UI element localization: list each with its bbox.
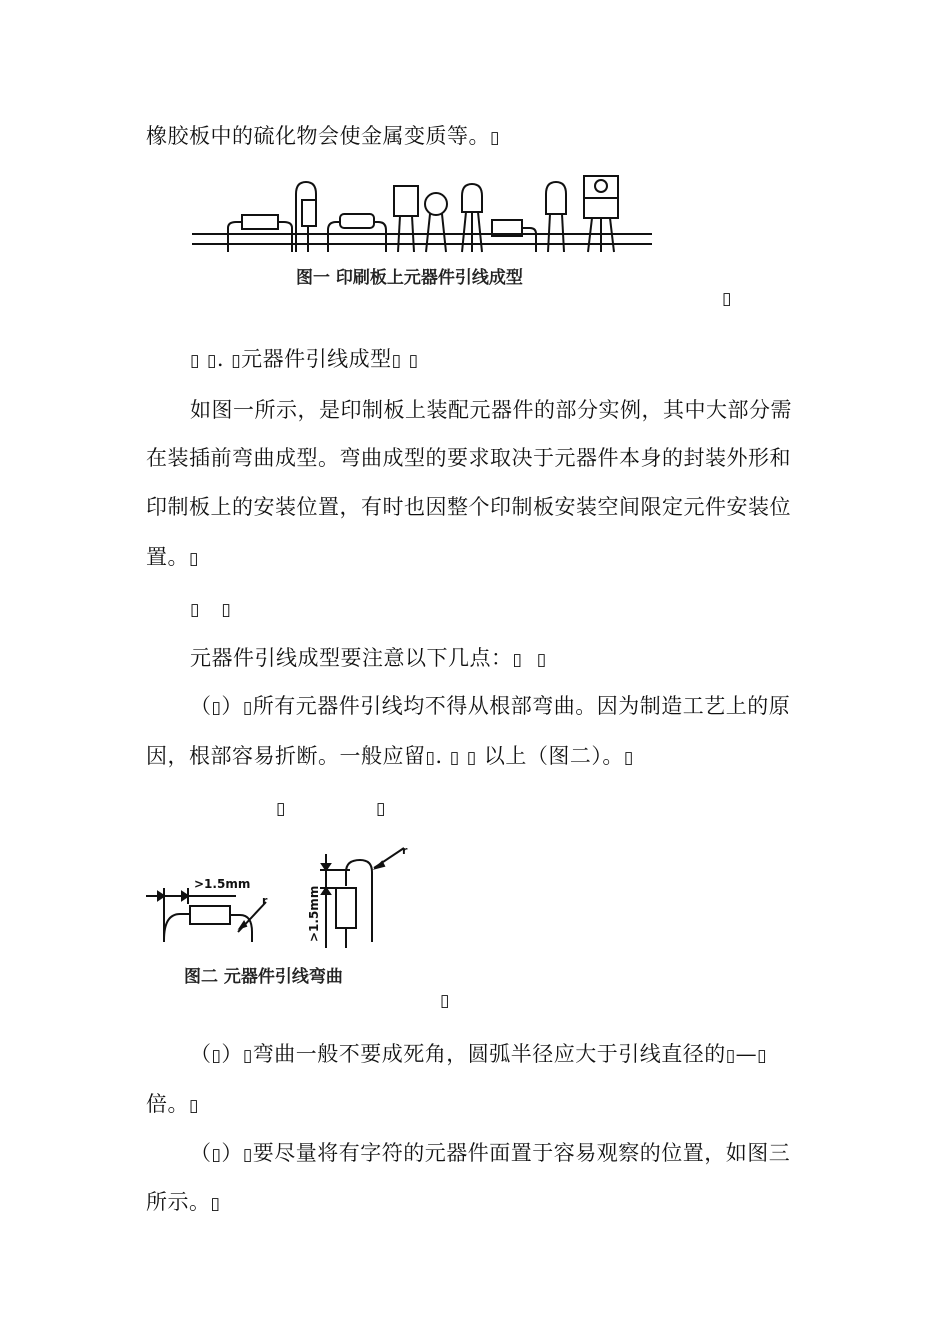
resistor-horizontal <box>190 906 230 924</box>
item-3-line-2: 所示。▯ <box>146 1190 221 1214</box>
missing-glyph: ▯ <box>490 128 500 148</box>
label-r-right: r <box>402 844 408 857</box>
label-h-dimension: >1.5mm <box>194 877 251 891</box>
resistor-1 <box>228 222 292 252</box>
intro-line: 元器件引线成型要注意以下几点：▯ ▯ <box>190 646 547 670</box>
label-v-dimension: >1.5mm <box>307 885 321 942</box>
heading-text: 元器件引线成型 <box>241 347 392 371</box>
section-heading: ▯ ▯. ▯元器件引线成型▯ ▯ <box>190 347 419 371</box>
spacer-glyph-a: ▯ <box>276 799 286 819</box>
item-2-line-2: 倍。▯ <box>146 1092 199 1116</box>
item-1-line-2: 因，根部容易折断。一般应留▯. ▯ ▯ 以上（图二）。▯ <box>146 744 634 768</box>
text-sulfide: 橡胶板中的硫化物会使金属变质等。 <box>146 124 490 148</box>
item-3-line-1: （▯）▯要尽量将有字符的元器件面置于容易观察的位置，如图三 <box>190 1141 791 1165</box>
capacitor-square <box>394 186 418 216</box>
figure-2-caption: 图二 元器件引线弯曲 <box>184 967 343 987</box>
paragraph-1-line-3: 印制板上的安装位置，有时也因整个印制板安装空间限定元件安装位 <box>146 495 791 519</box>
item-1-line-1: （▯）▯所有元器件引线均不得从根部弯曲。因为制造工艺上的原 <box>190 694 791 718</box>
item-2-line-1: （▯）▯弯曲一般不要成死角，圆弧半径应大于引线直径的▯—▯ <box>190 1042 767 1066</box>
paragraph-1-line-1: 如图一所示，是印制板上装配元器件的部分实例，其中大部分需 <box>190 398 792 422</box>
text-line-sulfide <box>146 122 500 152</box>
paragraph-1-line-4: 置。▯ <box>146 545 199 569</box>
figure-2-lead-bending <box>140 842 420 962</box>
resistor-vertical <box>336 888 356 928</box>
label-r-left: r <box>262 894 268 907</box>
transistor-half-round <box>546 182 566 214</box>
paragraph-1-line-2: 在装插前弯曲成型。弯曲成型的要求取决于元器件本身的封装外形和 <box>146 446 791 470</box>
figure-1-caption: 图一 印刷板上元器件引线成型 <box>296 268 523 288</box>
spacer-glyph-b: ▯ <box>376 799 386 819</box>
missing-glyph-fig2: ▯ <box>440 991 450 1011</box>
resistor-2 <box>328 222 386 252</box>
missing-glyph-fig1: ▯ <box>722 289 732 309</box>
capacitor-disc <box>425 193 447 215</box>
transistor-to92 <box>462 184 482 212</box>
spacer-glyphs: ▯ ▯ <box>190 600 232 620</box>
resistor-vertical <box>296 182 316 252</box>
